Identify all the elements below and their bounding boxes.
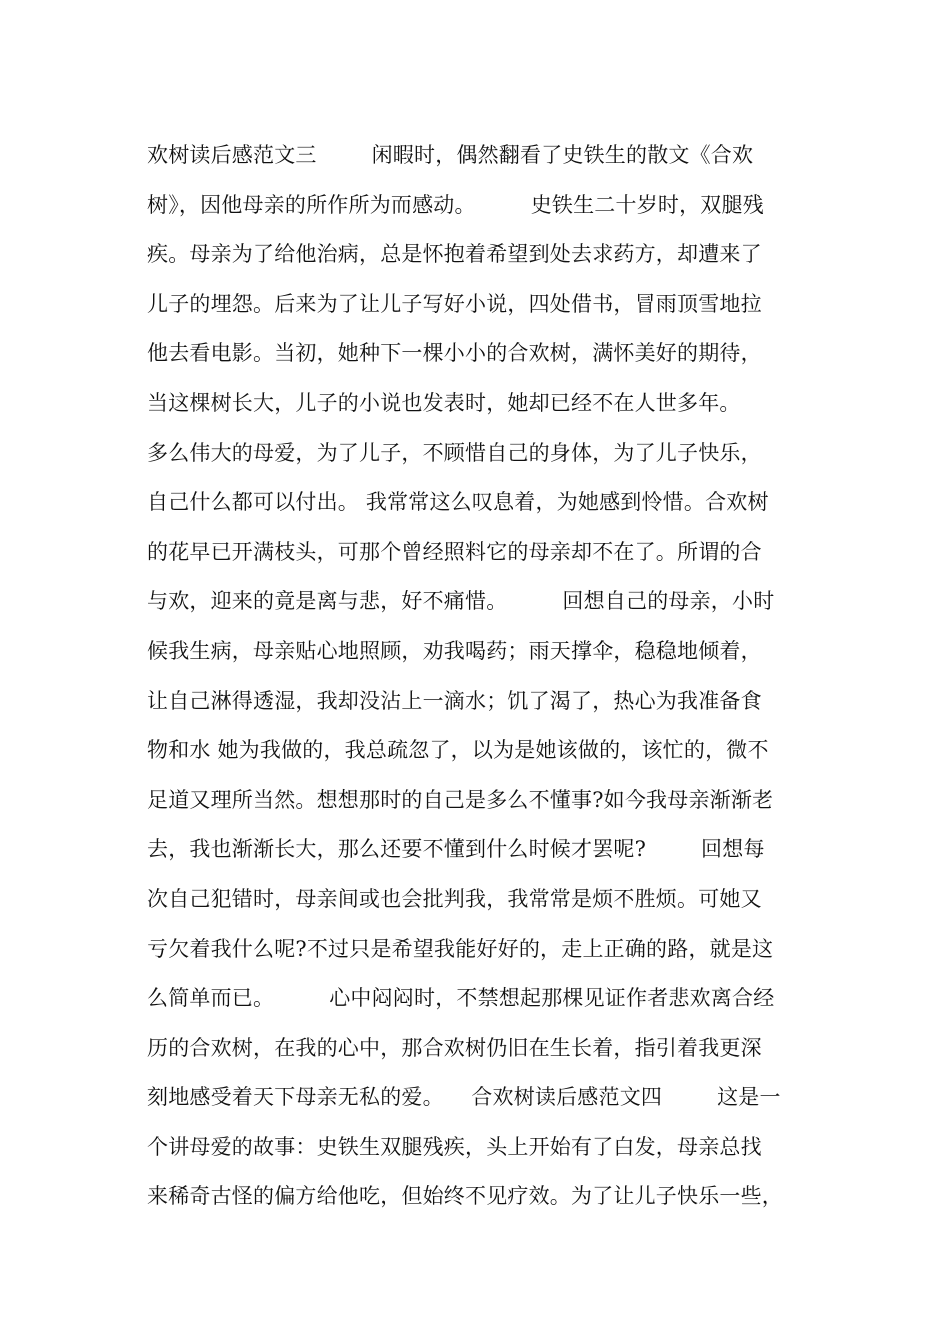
text-line: 亏欠着我什么呢?不过只是希望我能好好的，走上正确的路，就是这 [147, 936, 774, 961]
body-text [147, 131, 847, 1222]
text-line: 个讲母爱的故事：史铁生双腿残疾，头上开始有了白发，母亲总找 [147, 1134, 762, 1159]
text-line: 与欢，迎来的竟是离与悲，好不痛惜。 回想自己的母亲，小时 [147, 589, 775, 614]
text-line: 足道又理所当然。想想那时的自己是多么不懂事?如今我母亲渐渐老 [147, 787, 774, 812]
text-line: 么简单而已。 心中闷闷时，不禁想起那棵见证作者悲欢离合经 [147, 986, 775, 1011]
text-line: 物和水 她为我做的，我总疏忽了，以为是她该做的，该忙的，微不 [147, 738, 769, 763]
text-line: 让自己淋得透湿，我却没沾上一滴水；饥了渴了，热心为我准备食 [147, 688, 762, 713]
text-line: 去，我也渐渐长大，那么还要不懂到什么时候才罢呢? 回想每 [147, 837, 765, 862]
text-line: 自己什么都可以付出。 我常常这么叹息着，为她感到怜惜。合欢树 [147, 490, 769, 515]
text-line: 历的合欢树，在我的心中，那合欢树仍旧在生长着，指引着我更深 [147, 1035, 762, 1060]
text-line: 他去看电影。当初，她种下一棵小小的合欢树，满怀美好的期待， [147, 341, 762, 366]
text-line: 候我生病，母亲贴心地照顾，劝我喝药；雨天撑伞，稳稳地倾着， [147, 638, 762, 663]
text-line: 树》，因他母亲的所作所为而感动。 史铁生二十岁时，双腿残 [147, 192, 764, 217]
text-line: 多么伟大的母爱，为了儿子，不顾惜自己的身体，为了儿子快乐， [147, 440, 762, 465]
text-line: 来稀奇古怪的偏方给他吃，但始终不见疗效。为了让儿子快乐一些， [147, 1184, 783, 1209]
text-line: 当这棵树长大，儿子的小说也发表时，她却已经不在人世多年。 [147, 390, 741, 415]
text-line: 的花早已开满枝头，可那个曾经照料它的母亲却不在了。所谓的合 [147, 539, 762, 564]
text-line: 次自己犯错时，母亲间或也会批判我，我常常是烦不胜烦。可她又 [147, 886, 762, 911]
text-line: 儿子的埋怨。后来为了让儿子写好小说，四处借书，冒雨顶雪地拉 [147, 291, 762, 316]
text-line: 疾。母亲为了给他治病，总是怀抱着希望到处去求药方，却遭来了 [147, 242, 762, 267]
text-line: 刻地感受着天下母亲无私的爱。 合欢树读后感范文四 这是一 [147, 1085, 781, 1110]
text-line: 欢树读后感范文三 闲暇时，偶然翻看了史铁生的散文《合欢 [147, 143, 754, 167]
